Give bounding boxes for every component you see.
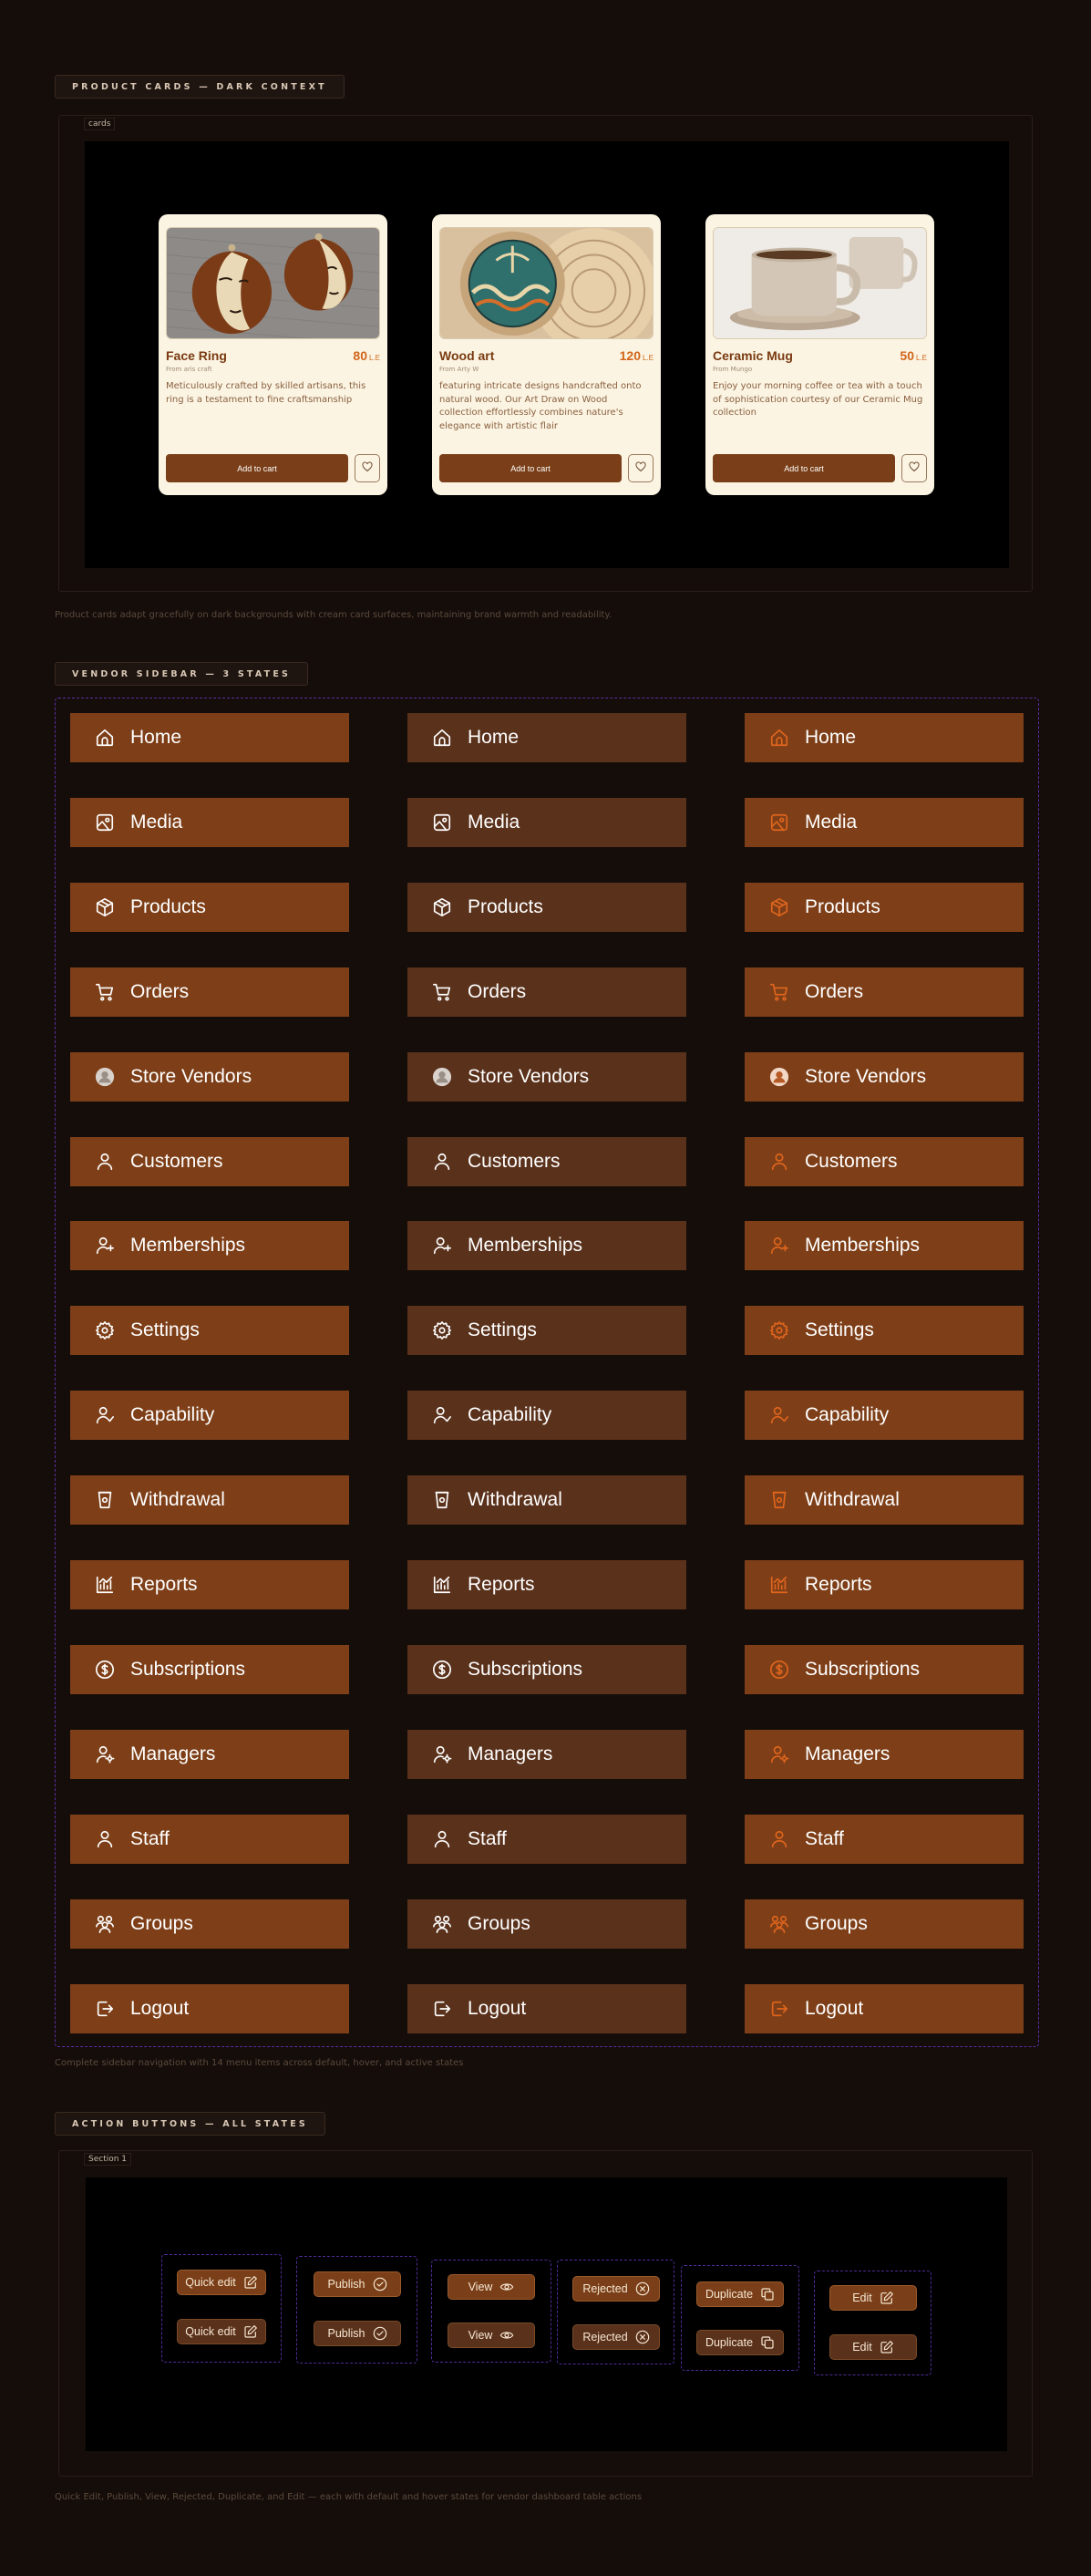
gear-icon: [431, 1319, 453, 1341]
sidebar-item-store-vendors-hover[interactable]: [407, 1052, 686, 1102]
edit-button-hover[interactable]: [829, 2334, 917, 2360]
sidebar-item-settings-hover[interactable]: [407, 1306, 686, 1355]
sidebar-item-staff-active[interactable]: [745, 1815, 1024, 1864]
product-description: Meticulously crafted by skilled artisans, this ring is a testament to fine craftsmanship: [166, 381, 366, 405]
sidebar-item-customers-active[interactable]: [745, 1137, 1024, 1186]
cart-icon: [431, 981, 453, 1003]
action-button-label: Rejected: [582, 2331, 628, 2343]
user-icon: [431, 1151, 453, 1173]
sidebar-item-memberships-active[interactable]: [745, 1221, 1024, 1270]
cup-icon: [94, 1489, 116, 1511]
cup-icon: [768, 1489, 790, 1511]
sidebar-item-products-default[interactable]: [70, 883, 349, 932]
sidebar-item-groups-active[interactable]: [745, 1899, 1024, 1949]
face-earrings-image[interactable]: [166, 227, 380, 339]
sidebar-item-customers-default[interactable]: [70, 1137, 349, 1186]
logout-icon: [431, 1998, 453, 2020]
x-circle-icon: [635, 2330, 650, 2344]
sidebar-item-label: Reports: [130, 1574, 198, 1595]
action-button-label: Publish: [327, 2278, 365, 2291]
x-circle-icon: [635, 2281, 650, 2296]
sidebar-item-orders-default[interactable]: [70, 967, 349, 1017]
sidebar-item-label: Home: [130, 727, 182, 748]
sidebar-item-label: Logout: [130, 1998, 190, 2019]
sidebar-item-label: Withdrawal: [805, 1489, 900, 1510]
home-icon: [94, 727, 116, 749]
sidebar-item-memberships-hover[interactable]: [407, 1221, 686, 1270]
chart-icon: [768, 1574, 790, 1596]
media-icon: [431, 812, 453, 833]
sidebar-item-label: Logout: [805, 1998, 864, 2019]
product-vendor: From Arty W: [439, 366, 479, 373]
product-vendor: From aris craft: [166, 366, 212, 373]
rejected-button-hover[interactable]: [572, 2324, 660, 2350]
sidebar-item-staff-hover[interactable]: [407, 1815, 686, 1864]
box-icon: [768, 896, 790, 918]
sidebar-item-home-hover[interactable]: [407, 713, 686, 762]
sidebar-item-label: Reports: [468, 1574, 535, 1595]
sidebar-item-memberships-default[interactable]: [70, 1221, 349, 1270]
sidebar-item-label: Orders: [805, 981, 864, 1002]
user-icon: [94, 1151, 116, 1173]
action-button-label: Quick edit: [185, 2325, 236, 2338]
sidebar-item-label: Subscriptions: [130, 1659, 246, 1680]
product-cards-caption: Product cards adapt gracefully on dark backgrounds with cream card surfaces, maintaining brand warmth and readability.: [55, 610, 612, 620]
sidebar-item-label: Withdrawal: [468, 1489, 562, 1510]
add-to-cart-button[interactable]: Add to cart: [166, 454, 348, 482]
sidebar-item-label: Store Vendors: [805, 1066, 927, 1087]
product-name[interactable]: Ceramic Mug: [713, 348, 793, 363]
user-check-icon: [94, 1404, 116, 1426]
vendor-avatar-icon: [431, 1066, 453, 1088]
sidebar-item-logout-hover[interactable]: [407, 1984, 686, 2033]
publish-button-hover[interactable]: [314, 2321, 401, 2346]
cart-icon: [94, 981, 116, 1003]
logout-icon: [768, 1998, 790, 2020]
product-price: 80 L.E: [353, 348, 380, 363]
vendor-avatar-icon: [94, 1066, 116, 1088]
duplicate-icon: [760, 2287, 775, 2302]
sidebar-item-label: Logout: [468, 1998, 527, 2019]
quick-edit-button-default[interactable]: [177, 2270, 266, 2295]
sidebar-item-orders-hover[interactable]: [407, 967, 686, 1017]
user-icon: [768, 1828, 790, 1850]
sidebar-item-store-vendors-active[interactable]: [745, 1052, 1024, 1102]
sidebar-caption: Complete sidebar navigation with 14 menu items across default, hover, and active states: [55, 2058, 464, 2068]
media-icon: [94, 812, 116, 833]
chart-icon: [431, 1574, 453, 1596]
gear-icon: [768, 1319, 790, 1341]
sidebar-item-managers-default[interactable]: [70, 1730, 349, 1779]
sidebar-item-subscriptions-hover[interactable]: [407, 1645, 686, 1694]
section-tag-action-buttons: ACTION BUTTONS — ALL STATES: [55, 2112, 325, 2136]
wood-slice-art-image[interactable]: [439, 227, 654, 339]
sidebar-item-label: Withdrawal: [130, 1489, 225, 1510]
sidebar-item-label: Store Vendors: [130, 1066, 252, 1087]
sidebar-item-orders-active[interactable]: [745, 967, 1024, 1017]
action-button-label: Publish: [327, 2327, 365, 2340]
section-tag-vendor-sidebar: VENDOR SIDEBAR — 3 STATES: [55, 662, 308, 686]
eye-icon: [499, 2328, 514, 2343]
action-button-label: Edit: [852, 2341, 872, 2354]
publish-button-default[interactable]: [314, 2271, 401, 2297]
sidebar-item-label: Customers: [130, 1151, 223, 1172]
add-to-cart-button[interactable]: Add to cart: [439, 454, 622, 482]
sidebar-item-label: Store Vendors: [468, 1066, 590, 1087]
sidebar-item-customers-hover[interactable]: [407, 1137, 686, 1186]
section-tag-product-cards: PRODUCT CARDS — DARK CONTEXT: [55, 75, 345, 98]
sidebar-item-label: Reports: [805, 1574, 872, 1595]
sidebar-item-label: Groups: [130, 1913, 193, 1934]
gear-icon: [94, 1319, 116, 1341]
sidebar-item-label: Capability: [130, 1404, 215, 1425]
sidebar-item-label: Media: [130, 812, 183, 833]
sidebar-item-home-active[interactable]: [745, 713, 1024, 762]
favorite-button[interactable]: [628, 454, 654, 482]
check-circle-icon: [373, 2326, 387, 2341]
sidebar-item-label: Products: [468, 896, 543, 917]
chart-icon: [94, 1574, 116, 1596]
sidebar-item-withdrawal-hover[interactable]: [407, 1475, 686, 1525]
sidebar-item-withdrawal-default[interactable]: [70, 1475, 349, 1525]
sidebar-item-label: Orders: [468, 981, 527, 1002]
user-gear-icon: [768, 1743, 790, 1765]
product-name[interactable]: Face Ring: [166, 348, 227, 363]
sidebar-item-media-active[interactable]: [745, 798, 1024, 847]
action-button-label: Rejected: [582, 2282, 628, 2295]
user-gear-icon: [94, 1743, 116, 1765]
duplicate-button-default[interactable]: [696, 2281, 784, 2307]
heart-icon: [909, 461, 920, 475]
sidebar-item-products-hover[interactable]: [407, 883, 686, 932]
sidebar-item-label: Media: [468, 812, 520, 833]
sidebar-item-withdrawal-active[interactable]: [745, 1475, 1024, 1525]
sidebar-item-label: Memberships: [805, 1235, 921, 1256]
sidebar-item-label: Home: [805, 727, 857, 748]
check-circle-icon: [373, 2277, 387, 2292]
view-button-hover[interactable]: [448, 2323, 535, 2348]
sidebar-item-label: Subscriptions: [468, 1659, 583, 1680]
user-plus-icon: [94, 1235, 116, 1257]
product-description: Enjoy your morning coffee or tea with a touch of sophistication courtesy of our Ceramic Mug collection: [713, 381, 923, 418]
sidebar-item-capability-hover[interactable]: [407, 1391, 686, 1440]
duplicate-icon: [760, 2335, 775, 2350]
eye-icon: [499, 2280, 514, 2294]
action-button-label: View: [468, 2281, 493, 2293]
sidebar-item-label: Orders: [130, 981, 190, 1002]
action-button-label: Edit: [852, 2292, 872, 2304]
user-plus-icon: [768, 1235, 790, 1257]
group-icon: [768, 1913, 790, 1935]
sidebar-item-logout-active[interactable]: [745, 1984, 1024, 2033]
sidebar-item-label: Staff: [130, 1828, 170, 1849]
action-button-label: Quick edit: [185, 2276, 236, 2289]
edit-icon: [880, 2340, 894, 2354]
sidebar-item-settings-default[interactable]: [70, 1306, 349, 1355]
sidebar-item-managers-hover[interactable]: [407, 1730, 686, 1779]
group-icon: [94, 1913, 116, 1935]
heart-icon: [635, 461, 646, 475]
add-to-cart-button[interactable]: Add to cart: [713, 454, 895, 482]
dollar-circle-icon: [768, 1659, 790, 1681]
cup-icon: [431, 1489, 453, 1511]
box-icon: [431, 896, 453, 918]
action-button-label: View: [468, 2329, 493, 2342]
rejected-button-default[interactable]: [572, 2276, 660, 2302]
view-button-default[interactable]: [448, 2274, 535, 2300]
favorite-button[interactable]: [355, 454, 380, 482]
favorite-button[interactable]: [901, 454, 927, 482]
product-vendor: From Mungo: [713, 366, 753, 373]
box-icon: [94, 896, 116, 918]
sidebar-item-label: Groups: [468, 1913, 530, 1934]
cards-frame-label: cards: [84, 118, 115, 130]
action-buttons-caption: Quick Edit, Publish, View, Rejected, Duplicate, and Edit — each with default and hover states for vendor dashboard table actions: [55, 2492, 643, 2502]
user-gear-icon: [431, 1743, 453, 1765]
product-price: 50 L.E: [900, 348, 927, 363]
sidebar-item-label: Settings: [468, 1319, 537, 1340]
edit-button-default[interactable]: [829, 2285, 917, 2311]
edit-icon: [243, 2275, 258, 2290]
media-icon: [768, 812, 790, 833]
home-icon: [768, 727, 790, 749]
ceramic-mug-image[interactable]: [713, 227, 927, 339]
sidebar-item-label: Customers: [468, 1151, 561, 1172]
group-icon: [431, 1913, 453, 1935]
sidebar-item-label: Home: [468, 727, 520, 748]
sidebar-item-label: Settings: [805, 1319, 874, 1340]
dollar-circle-icon: [94, 1659, 116, 1681]
edit-icon: [243, 2324, 258, 2339]
product-description: featuring intricate designs handcrafted onto natural wood. Our Art Draw on Wood collection effortlessly combines nature's elegance with artistic flair: [439, 381, 642, 431]
sidebar-item-media-hover[interactable]: [407, 798, 686, 847]
sidebar-item-label: Products: [130, 896, 206, 917]
product-price: 120 L.E: [619, 348, 654, 363]
sidebar-item-products-active[interactable]: [745, 883, 1024, 932]
sidebar-item-media-default[interactable]: [70, 798, 349, 847]
sidebar-item-label: Settings: [130, 1319, 200, 1340]
user-check-icon: [768, 1404, 790, 1426]
product-name[interactable]: Wood art: [439, 348, 495, 363]
sidebar-item-reports-active[interactable]: [745, 1560, 1024, 1609]
sidebar-item-home-default[interactable]: [70, 713, 349, 762]
user-check-icon: [431, 1404, 453, 1426]
cart-icon: [768, 981, 790, 1003]
sidebar-item-settings-active[interactable]: [745, 1306, 1024, 1355]
logout-icon: [94, 1998, 116, 2020]
sidebar-item-capability-active[interactable]: [745, 1391, 1024, 1440]
quick-edit-button-hover[interactable]: [177, 2319, 266, 2344]
duplicate-button-hover[interactable]: [696, 2330, 784, 2355]
action-button-label: Duplicate: [705, 2288, 754, 2301]
product-card: [432, 214, 661, 495]
dollar-circle-icon: [431, 1659, 453, 1681]
home-icon: [431, 727, 453, 749]
sidebar-item-label: Capability: [805, 1404, 890, 1425]
sidebar-item-subscriptions-active[interactable]: [745, 1645, 1024, 1694]
sidebar-item-store-vendors-default[interactable]: [70, 1052, 349, 1102]
sidebar-item-label: Products: [805, 896, 880, 917]
sidebar-item-label: Memberships: [130, 1235, 246, 1256]
action-button-label: Duplicate: [705, 2336, 754, 2349]
sidebar-item-label: Memberships: [468, 1235, 583, 1256]
sidebar-item-label: Capability: [468, 1404, 552, 1425]
heart-icon: [362, 461, 373, 475]
sidebar-item-label: Managers: [130, 1743, 216, 1764]
sidebar-item-label: Media: [805, 812, 858, 833]
sidebar-item-groups-hover[interactable]: [407, 1899, 686, 1949]
sidebar-item-reports-hover[interactable]: [407, 1560, 686, 1609]
action-buttons-frame-label: Section 1: [84, 2153, 131, 2166]
user-icon: [768, 1151, 790, 1173]
sidebar-item-managers-active[interactable]: [745, 1730, 1024, 1779]
sidebar-item-reports-default[interactable]: [70, 1560, 349, 1609]
sidebar-item-label: Customers: [805, 1151, 898, 1172]
sidebar-item-groups-default[interactable]: [70, 1899, 349, 1949]
sidebar-item-capability-default[interactable]: [70, 1391, 349, 1440]
edit-icon: [880, 2291, 894, 2305]
sidebar-item-logout-default[interactable]: [70, 1984, 349, 2033]
sidebar-item-label: Subscriptions: [805, 1659, 921, 1680]
user-icon: [431, 1828, 453, 1850]
sidebar-item-staff-default[interactable]: [70, 1815, 349, 1864]
product-card: [159, 214, 387, 495]
sidebar-item-label: Staff: [468, 1828, 507, 1849]
sidebar-item-label: Groups: [805, 1913, 868, 1934]
user-plus-icon: [431, 1235, 453, 1257]
sidebar-item-label: Managers: [805, 1743, 890, 1764]
product-card: [705, 214, 934, 495]
vendor-avatar-icon: [768, 1066, 790, 1088]
sidebar-item-label: Staff: [805, 1828, 844, 1849]
sidebar-item-subscriptions-default[interactable]: [70, 1645, 349, 1694]
user-icon: [94, 1828, 116, 1850]
sidebar-item-label: Managers: [468, 1743, 553, 1764]
